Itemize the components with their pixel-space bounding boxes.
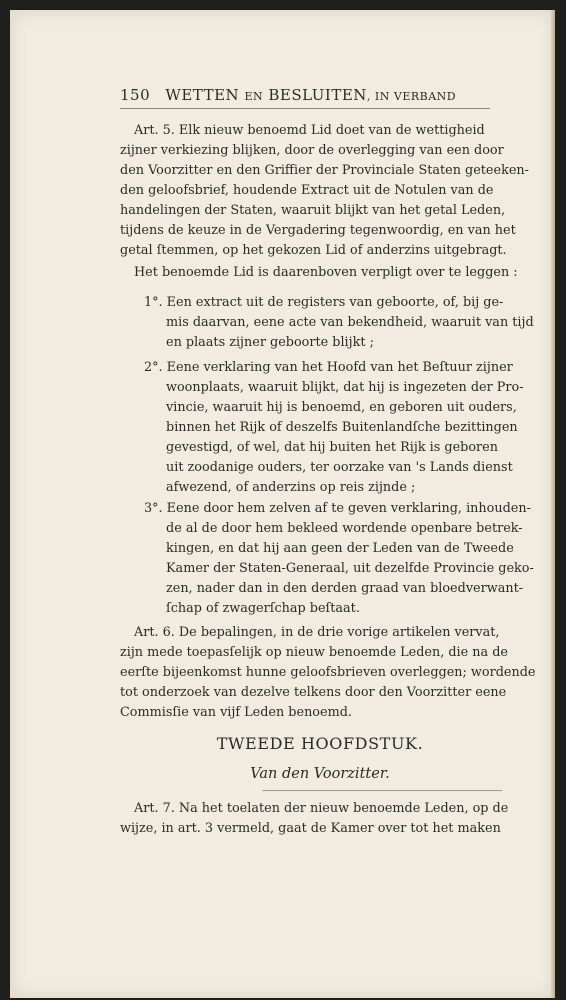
text-line: Kamer der Staten-Generaal, uit dezelfde Provincie geko-: [166, 561, 534, 576]
text-line: 3°. Eene door hem zelven af te geven verklaring, inhouden-: [144, 501, 531, 516]
text-line: Het benoemde Lid is daarenboven verpligt over te leggen :: [134, 265, 518, 280]
text-line: wijze, in art. 3 vermeld, gaat de Kamer over tot het maken: [120, 821, 501, 836]
text-line: 2°. Eene verklaring van het Hoofd van het Beſtuur zijner: [144, 360, 513, 375]
text-line: kingen, en dat hij aan geen der Leden van de Tweede: [166, 541, 514, 556]
list-item-1: [136, 293, 534, 353]
text-line: handelingen der Staten, waaruit blijkt van het getal Leden,: [120, 203, 506, 218]
text-line: Art. 5. Elk nieuw benoemd Lid doet van de wettigheid: [134, 123, 485, 138]
text-line: den Voorzitter en den Griffier der Provinciale Staten geteeken-: [120, 163, 529, 178]
list-item-3: [136, 499, 534, 619]
text-line: gevestigd, of wel, dat hij buiten het Rijk is geboren: [166, 440, 498, 455]
text-line: tot onderzoek van dezelve telkens door den Voorzitter eene: [120, 685, 507, 700]
text-line: woonplaats, waaruit blijkt, dat hij is ingezeten der Pro-: [166, 380, 524, 395]
text-line: binnen het Rijk of deszelfs Buitenlandſche bezittingen: [166, 420, 518, 435]
chapter-title: TWEEDE HOOFDSTUK.: [216, 734, 424, 753]
text-line: afwezend, of anderzins op reis zijnde ;: [166, 480, 416, 495]
text-line: mis daarvan, eene acte van bekendheid, waaruit van tijd: [166, 315, 534, 330]
text-line: de al de door hem bekleed wordende openbare betrek-: [166, 521, 523, 536]
text-line: Art. 6. De bepalingen, in de drie vorige artikelen vervat,: [134, 625, 500, 640]
text-line: den geloofsbrief, houdende Extract uit de Notulen van de: [120, 183, 494, 198]
article-5: [120, 121, 529, 261]
text-line: tijdens de keuze in de Vergadering tegenwoordig, en van het: [120, 223, 516, 238]
running-head-title-1: WETTEN: [165, 86, 240, 104]
heading-rule: [262, 790, 502, 791]
text-line: 1°. Een extract uit de registers van geboorte, of, bij ge-: [144, 295, 504, 310]
text-line: zijner verkiezing blijken, door de overlegging van een door: [120, 143, 504, 158]
text-line: en plaats zijner geboorte blijkt ;: [166, 335, 374, 350]
running-head-title-4: , IN VERBAND: [366, 90, 457, 103]
text-line: uit zoodanige ouders, ter oorzake van 's Lands dienst: [166, 460, 513, 475]
running-head-title-3: BESLUITEN: [268, 86, 367, 104]
text-line: zijn mede toepasſelijk op nieuw benoemde Leden, die na de: [120, 645, 508, 660]
page-number: 150: [120, 86, 151, 104]
article-7: [120, 799, 525, 839]
chapter-subtitle: Van den Voorzitter.: [250, 766, 390, 782]
running-head-rule: [120, 108, 490, 109]
text-line: getal ſtemmen, op het gekozen Lid of anderzins uitgebragt.: [120, 243, 507, 258]
text-line: Art. 7. Na het toelaten der nieuw benoemde Leden, op de: [134, 801, 509, 816]
running-head-title-2: EN: [244, 90, 264, 103]
intro-paragraph: [134, 263, 524, 283]
list-item-2: [136, 358, 526, 498]
text-line: vincie, waaruit hij is benoemd, en geboren uit ouders,: [166, 400, 517, 415]
running-head: [120, 86, 490, 104]
text-line: zen, nader dan in den derden graad van bloedverwant-: [166, 581, 524, 596]
article-6: [120, 623, 536, 723]
page-edge: [551, 10, 555, 998]
text-line: ſchap of zwagerſchap beſtaat.: [166, 601, 360, 616]
text-line: Commisſie van vijf Leden benoemd.: [120, 705, 352, 720]
text-line: eerſte bijeenkomst hunne geloofsbrieven overleggen; wordende: [120, 665, 536, 680]
